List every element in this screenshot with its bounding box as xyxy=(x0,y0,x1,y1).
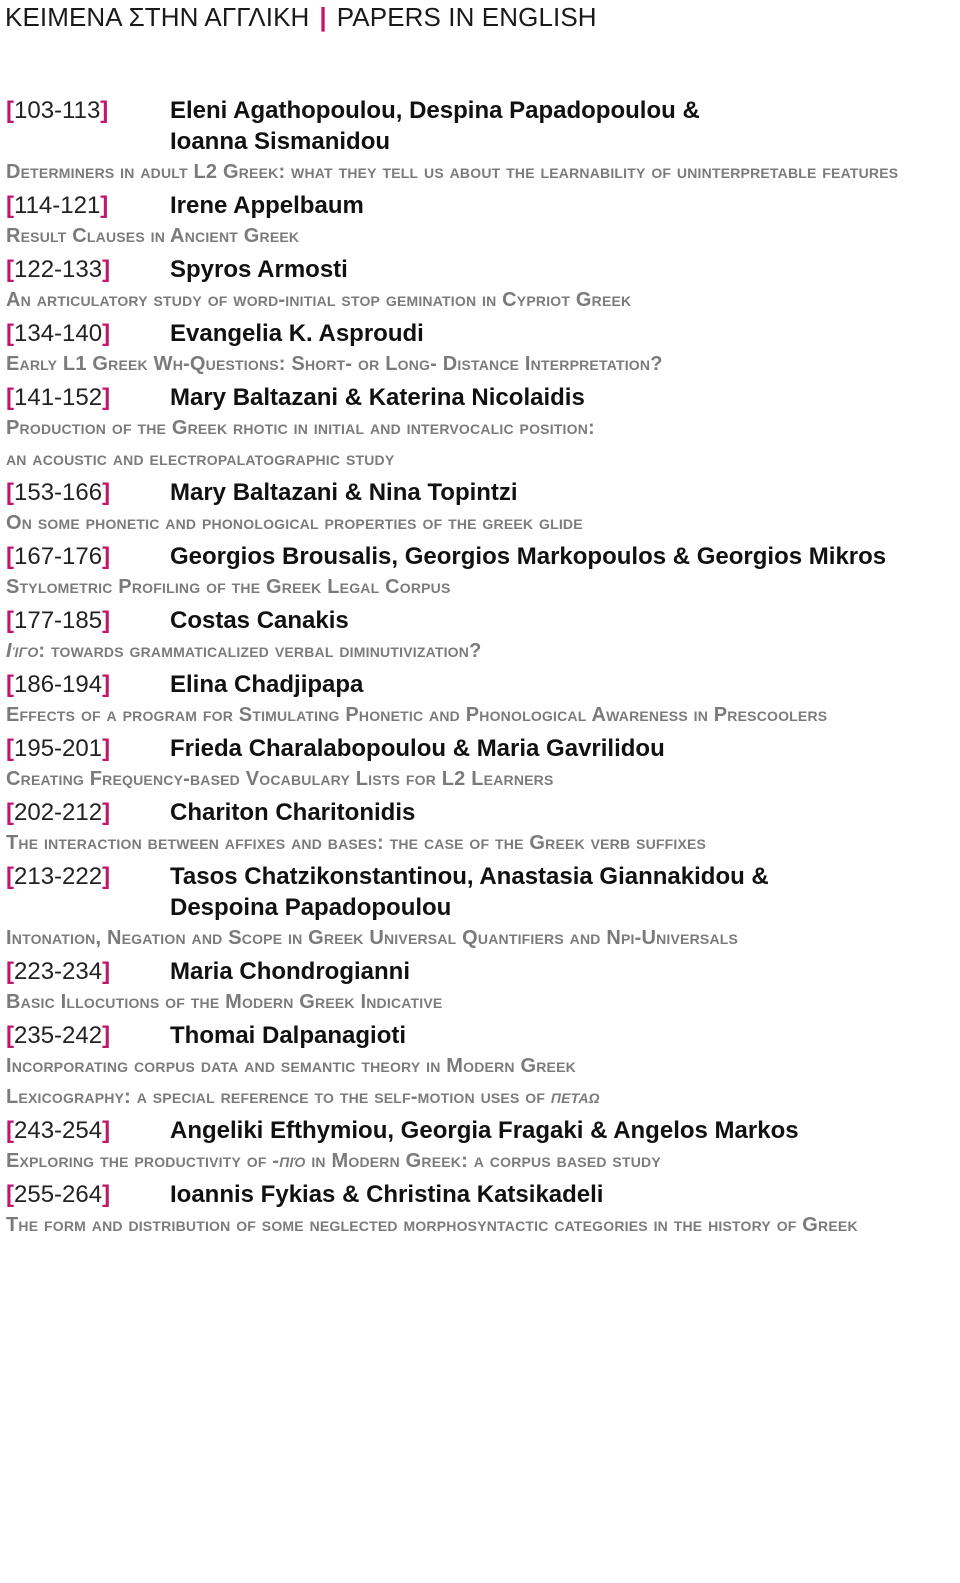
entry-title-text: Exploring the productivity of xyxy=(6,1150,273,1172)
entry-authors: Eleni Agathopoulou, Despina Papadopoulou & Ioanna Sismanidou xyxy=(170,97,700,155)
entry-title xyxy=(6,828,956,859)
entry-title-text: Effects of a program for Stimulating Phonetic and Phonological Awareness in Prescoolers xyxy=(6,704,828,726)
page-numbers: 153-166 xyxy=(14,479,103,506)
toc-entry xyxy=(6,956,956,1018)
toc-entry xyxy=(6,797,956,859)
bracket-open: [ xyxy=(6,97,14,124)
entry-title-text: in Modern Greek: a corpus based study xyxy=(305,1150,661,1172)
toc-entry xyxy=(6,318,956,380)
bracket-open: [ xyxy=(6,958,14,985)
toc-entry-header xyxy=(6,1179,956,1210)
entry-authors: Frieda Charalabopoulou & Maria Gavrilidou xyxy=(170,735,665,762)
toc-entry-header xyxy=(6,733,956,764)
bracket-close: ] xyxy=(102,320,111,347)
toc-entry-header xyxy=(6,318,956,349)
toc-entry-header xyxy=(6,797,956,828)
page-range xyxy=(6,254,170,285)
entry-authors: Ioannis Fykias & Christina Katsikadeli xyxy=(170,1181,604,1208)
entry-authors: Mary Baltazani & Nina Topintzi xyxy=(170,479,518,506)
bracket-open: [ xyxy=(6,384,14,411)
entry-title xyxy=(6,572,956,603)
entry-title-text: Creating Frequency-based Vocabulary Lists for L2 Learners xyxy=(6,768,554,790)
page-range xyxy=(6,477,170,508)
entry-title xyxy=(6,1051,956,1113)
page-numbers: 103-113 xyxy=(14,97,101,124)
bracket-close: ] xyxy=(102,384,111,411)
bracket-close: ] xyxy=(102,1022,111,1049)
header-greek-title: ΚΕΙΜΕΝΑ ΣΤΗΝ ΑΓΓΛΙΚΗ xyxy=(5,2,310,32)
toc-entry xyxy=(6,861,956,954)
page-numbers: 213-222 xyxy=(14,863,103,890)
entry-title-text: Production of the Greek rhotic in initial and intervocalic position: an acoustic and electropalatographic study xyxy=(6,417,595,470)
entry-authors: Georgios Brousalis, Georgios Markopoulos & Georgios Mikros xyxy=(170,543,887,570)
bracket-close: ] xyxy=(102,671,111,698)
toc-entry xyxy=(6,733,956,795)
page-numbers: 186-194 xyxy=(14,671,103,698)
entry-title xyxy=(6,508,956,539)
entry-title-text: An articulatory study of word-initial stop gemination in Cypriot Greek xyxy=(6,289,632,311)
entry-title xyxy=(6,636,956,667)
page-range xyxy=(6,541,170,572)
page-range xyxy=(6,1020,170,1051)
bracket-open: [ xyxy=(6,1022,14,1049)
bracket-close: ] xyxy=(102,1117,111,1144)
entry-authors: Elina Chadjipapa xyxy=(170,671,364,698)
toc-entry xyxy=(6,95,956,188)
page-numbers: 122-133 xyxy=(14,256,103,283)
entry-authors: Costas Canakis xyxy=(170,607,349,634)
bracket-open: [ xyxy=(6,671,14,698)
bracket-open: [ xyxy=(6,479,14,506)
bracket-open: [ xyxy=(6,607,14,634)
entry-title xyxy=(6,285,956,316)
page-numbers: 141-152 xyxy=(14,384,103,411)
entry-title xyxy=(6,349,956,380)
page-range xyxy=(6,956,170,987)
page-numbers: 255-264 xyxy=(14,1181,103,1208)
entry-title-text: Early L1 Greek Wh-Questions: Short- or Long- Distance Interpretation? xyxy=(6,353,663,375)
header-english-title: PAPERS IN ENGLISH xyxy=(336,2,597,32)
bracket-close: ] xyxy=(102,256,111,283)
entry-authors: Irene Appelbaum xyxy=(170,192,364,219)
toc-entry xyxy=(6,477,956,539)
entry-title-text: Basic Illocutions of the Modern Greek Indicative xyxy=(6,991,443,1013)
toc-entry-header xyxy=(6,382,956,413)
toc-entry-header xyxy=(6,477,956,508)
page-range xyxy=(6,318,170,349)
toc-entry-header xyxy=(6,1020,956,1051)
entry-title xyxy=(6,221,956,252)
page-range xyxy=(6,605,170,636)
entry-title-italic: Ιίγο xyxy=(6,640,39,662)
page-range xyxy=(6,1115,170,1146)
entry-authors: Thomai Dalpanagioti xyxy=(170,1022,407,1049)
bracket-close: ] xyxy=(100,192,109,219)
entry-title-text: Intonation, Negation and Scope in Greek Universal Quantifiers and Npi-Universals xyxy=(6,927,739,949)
bracket-close: ] xyxy=(102,1181,111,1208)
page-range xyxy=(6,382,170,413)
bracket-open: [ xyxy=(6,1117,14,1144)
bracket-close: ] xyxy=(102,479,111,506)
toc-entry-header xyxy=(6,605,956,636)
bracket-open: [ xyxy=(6,799,14,826)
page-range xyxy=(6,733,170,764)
bracket-close: ] xyxy=(102,958,111,985)
entry-title-text: Result Clauses in Ancient Greek xyxy=(6,225,300,247)
entry-authors: Maria Chondrogianni xyxy=(170,958,410,985)
page-range xyxy=(6,797,170,828)
page-numbers: 134-140 xyxy=(14,320,103,347)
bracket-open: [ xyxy=(6,863,14,890)
toc-entry-header xyxy=(6,956,956,987)
entry-authors: Chariton Charitonidis xyxy=(170,799,416,826)
entry-authors: Evangelia K. Asproudi xyxy=(170,320,424,347)
page-numbers: 195-201 xyxy=(14,735,103,762)
page-range xyxy=(6,1179,170,1210)
bracket-open: [ xyxy=(6,735,14,762)
page-numbers: 114-121 xyxy=(14,192,101,219)
page-numbers: 223-234 xyxy=(14,958,103,985)
toc-entry-header xyxy=(6,1115,956,1146)
entry-title xyxy=(6,157,956,188)
bracket-open: [ xyxy=(6,192,14,219)
bracket-close: ] xyxy=(102,735,111,762)
entry-title-text: On some phonetic and phonological properties of the greek glide xyxy=(6,512,583,534)
bracket-close: ] xyxy=(100,97,109,124)
toc-entry-header xyxy=(6,669,956,700)
page-numbers: 167-176 xyxy=(14,543,103,570)
page-numbers: 202-212 xyxy=(14,799,103,826)
toc-entry-header xyxy=(6,254,956,285)
bracket-close: ] xyxy=(102,543,111,570)
entry-title-italic: -πιό xyxy=(272,1150,306,1172)
entry-title-text: Determiners in adult L2 Greek: what they tell us about the learnability of uninterpretable features xyxy=(6,161,899,183)
entry-title xyxy=(6,700,956,731)
entry-authors: Tasos Chatzikonstantinou, Anastasia Giannakidou & Despoina Papadopoulou xyxy=(170,863,769,921)
page-range xyxy=(6,669,170,700)
page-range xyxy=(6,861,170,892)
bracket-close: ] xyxy=(102,607,111,634)
entry-title xyxy=(6,987,956,1018)
bracket-open: [ xyxy=(6,1181,14,1208)
toc-entry-header xyxy=(6,95,956,157)
toc-entry xyxy=(6,541,956,603)
bracket-open: [ xyxy=(6,320,14,347)
header-separator: | xyxy=(319,2,327,32)
page-numbers: 235-242 xyxy=(14,1022,103,1049)
bracket-close: ] xyxy=(102,863,111,890)
toc-entry-header xyxy=(6,190,956,221)
page-range xyxy=(6,190,170,221)
toc-entry xyxy=(6,1115,956,1177)
bracket-open: [ xyxy=(6,543,14,570)
toc-entry xyxy=(6,605,956,667)
entry-title-text: Incorporating corpus data and semantic theory in Modern Greek Lexicography: a special reference to the self-motion uses of xyxy=(6,1055,576,1108)
entry-title xyxy=(6,413,956,475)
entry-title xyxy=(6,1146,956,1177)
entry-title xyxy=(6,764,956,795)
entry-title-italic: πεταω xyxy=(550,1086,600,1108)
page-header xyxy=(5,2,597,33)
entry-title-text: Stylometric Profiling of the Greek Legal Corpus xyxy=(6,576,451,598)
toc-entry xyxy=(6,669,956,731)
entry-title-text: : towards grammaticalized verbal diminutivization? xyxy=(38,640,482,662)
entry-title xyxy=(6,923,956,954)
page-numbers: 243-254 xyxy=(14,1117,103,1144)
entry-title-text: The interaction between affixes and bases: the case of the Greek verb suffixes xyxy=(6,832,707,854)
toc-entry-header xyxy=(6,861,956,923)
entry-title-text: The form and distribution of some neglected morphosyntactic categories in the history of Greek xyxy=(6,1214,858,1236)
bracket-open: [ xyxy=(6,256,14,283)
toc-entry xyxy=(6,1020,956,1113)
table-of-contents xyxy=(6,95,956,1243)
bracket-close: ] xyxy=(102,799,111,826)
page-numbers: 177-185 xyxy=(14,607,103,634)
entry-title xyxy=(6,1210,956,1241)
toc-entry-header xyxy=(6,541,956,572)
entry-authors: Mary Baltazani & Katerina Nicolaidis xyxy=(170,384,585,411)
entry-authors: Spyros Armosti xyxy=(170,256,348,283)
toc-entry xyxy=(6,382,956,475)
page-range xyxy=(6,95,170,126)
toc-entry xyxy=(6,1179,956,1241)
entry-authors: Angeliki Efthymiou, Georgia Fragaki & Angelos Markos xyxy=(170,1117,799,1144)
toc-entry xyxy=(6,254,956,316)
toc-entry xyxy=(6,190,956,252)
